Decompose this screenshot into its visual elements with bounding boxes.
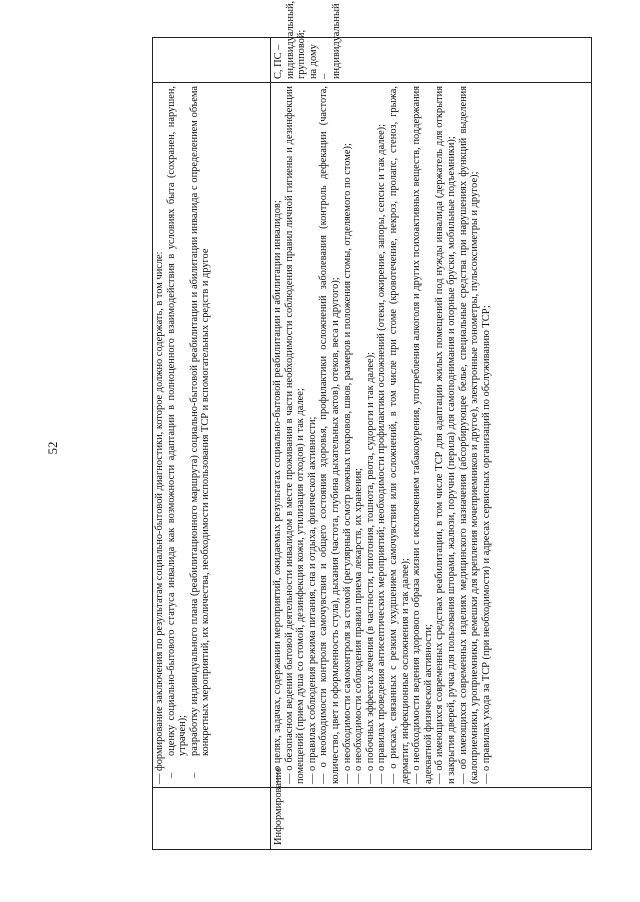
list-item: — об имеющихся современных изделиях медицинского назначения (абсорбирующее белье, специальные средства при нарушениях функций выделения (калоприемники, уроприемники, ремешки для крепления мочеприемников и другое), электронные тонометры, пульсоксиметры и другое); xyxy=(457,86,481,784)
list-item: — о правилах ухода за ТСР (при необходимости) и адресах сервисных организаций по обслуживанию ТСР; xyxy=(480,305,492,784)
informing-content-cell xyxy=(271,83,592,788)
list-item: — об имеющихся современных средствах реабилитации, в том числе ТСР для адаптации жилых помещений под нужды инвалида (держатель для открытия и закрытия дверей, ручка для пользования шторами, жалюзи, поручни (перила) для самоподнимания и опорные бруски, мобильные подъемники); xyxy=(434,86,457,784)
empty-label-cell xyxy=(153,788,271,850)
list-item xyxy=(166,86,189,778)
format-line: групповой; xyxy=(296,29,308,79)
list-item: — о правилах проведения антисептических мероприятий; необходимости профилактики осложнений (отеки, ожирение, запоры, сепсис и так далее); xyxy=(376,123,388,784)
dash-marker: – xyxy=(165,772,177,778)
list-item: — о целях, задачах, содержании мероприятий, ожидаемых результатах социально-бытовой реабилитации и абилитации инвалидов; xyxy=(272,200,283,784)
list-item: — о правилах соблюдения режима питания, сна и отдыха, физической активности; xyxy=(306,416,318,784)
informing-label-cell xyxy=(271,767,592,850)
page-number: 52 xyxy=(45,441,60,455)
rotated-table-area xyxy=(152,0,592,850)
format-line: на дому – xyxy=(307,44,331,79)
diagnostics-subitem: оценку социально-бытового статуса инвалида как возможности адаптации в полноценного взаимодействия в условиях быта (сохранен, нарушен, утрачен); xyxy=(165,86,189,756)
informing-label: Информирование xyxy=(273,767,284,845)
list-item: — о рисках, связанных с резким ухудшением самочувствия или осложнений, в том числе при стоме (кровотечение, некроз, пролапс, стеноз, грыжа, дерматит, инфекционные осложнения и так далее); xyxy=(387,86,411,784)
rehabilitation-table xyxy=(152,0,592,850)
list-item: — о необходимости самоконтроля за стомой (регулярный осмотр кожных покровов, швов, размеров и положения стомы, отделяемого по стоме); xyxy=(341,143,353,784)
format-cell xyxy=(271,0,592,83)
list-item: — о побочных эффектах лечения (в частности, гипотония, тошнота, рвота, судороги и так далее); xyxy=(364,352,376,784)
format-text xyxy=(271,0,345,82)
table-row xyxy=(271,38,592,850)
diagnostics-subitem: разработку индивидуального плана (реабилитационного маршрута) социально-бытовой реабилитации и абилитации инвалида с определением объема конкретных мероприятий, их количества, необходимости использования ТСР и вспомогательных средств и другое xyxy=(188,86,212,756)
list-item: — о необходимости контроля самочувствия и общего состояния здоровья, профилактики осложнений заболевания (контроль дефекации (частота, количество, цвет и оформленность стула), дыхания (частота, глубина дыхательных актов), отеков, веса и другого); xyxy=(318,86,341,784)
diagnostics-content-cell xyxy=(153,83,271,788)
table-row xyxy=(153,38,271,850)
list-item: — о необходимости соблюдения правил приема лекарств, их хранения; xyxy=(353,468,365,784)
format-line: индивидуальный xyxy=(330,3,342,79)
format-line: индивидуальный, xyxy=(284,0,296,79)
empty-format-cell xyxy=(153,38,271,83)
list-item xyxy=(189,86,212,778)
format-line: С, ПС – xyxy=(273,44,284,79)
list-item: — о безопасном ведении бытовой деятельности инвалидом в месте проживания в части необходимости соблюдения правил личной гигиены и дезинфекции помещений (прием душа со стомой, дезинфекция кожи, утилизация отходов) и так далее; xyxy=(283,86,307,784)
dash-marker: – xyxy=(188,772,200,778)
diagnostics-lead: — формирование заключения по результатам социально-бытовой диагностики, которое должно содержать, в том числе: xyxy=(154,251,165,784)
list-item: — о необходимости ведения здорового образа жизни с исключением табакокурения, употребления алкоголя и других психоактивных веществ, поддержания адекватной физической активности; xyxy=(411,86,434,784)
